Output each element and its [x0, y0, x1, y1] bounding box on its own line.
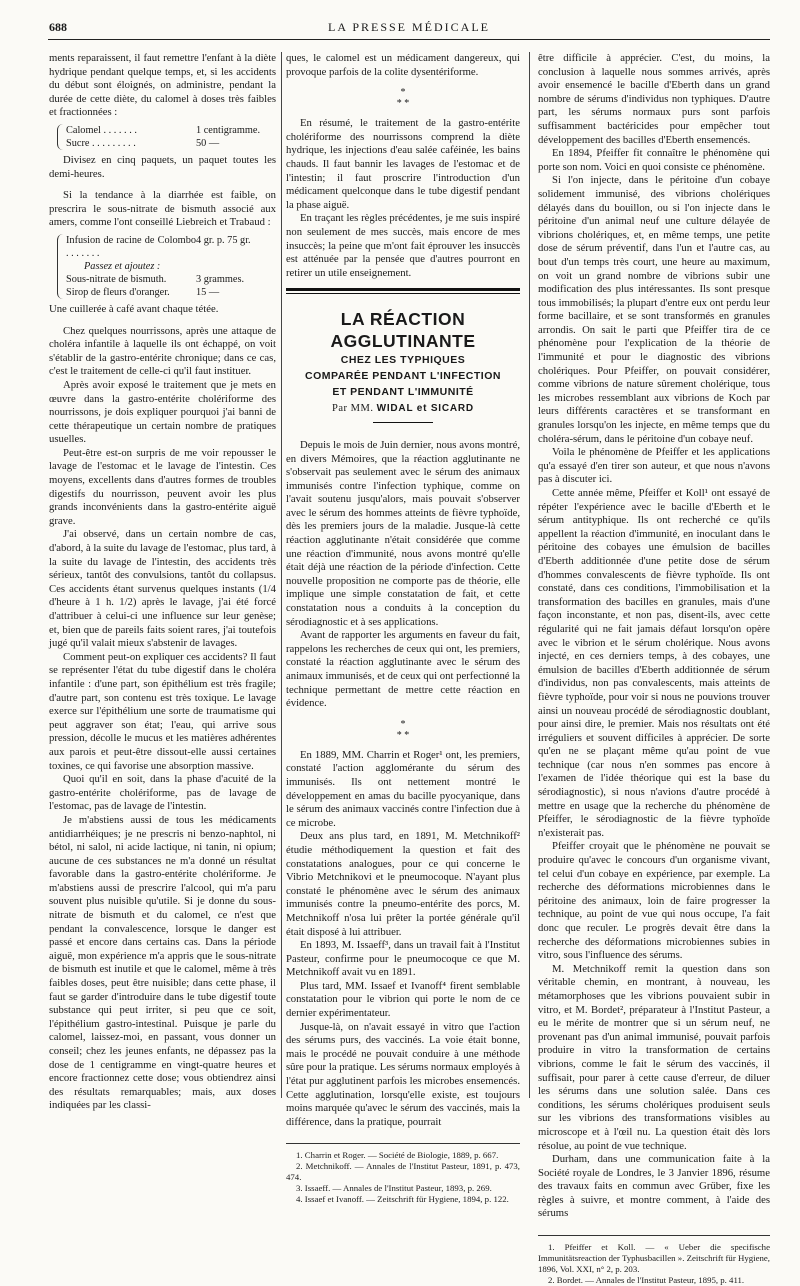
- quantity: 50 —: [196, 137, 220, 149]
- footnotes: [286, 1143, 520, 1205]
- paragraph: Peut-être est-on surpris de me voir repousser le lavage de l'estomac et le lavage de l'intestin. Ces moyens, excellents dans d'autres formes de troubles digestifs du nourrisson, peuvent avoir les plus grands inconvénients dans la gastro-entérite aiguë grave.: [49, 446, 276, 527]
- footnote: 2. Bordet. — Annales de l'Institut Pasteur, 1895, p. 411.: [548, 1275, 745, 1286]
- paragraph: Avant de rapporter les arguments en faveur du fait, rappelons les recherches de ceux qui ont, les premiers, constaté la réaction agglutinante avec le sérum des animaux immunisés, et de ceux qui ont perfectionné la technique permettant de mettre cette réaction en évidence.: [286, 629, 520, 710]
- article-subtitle: CHEZ LES TYPHIQUES: [340, 354, 466, 367]
- footnote: 1. Charrin et Roger. — Société de Biologie, 1889, p. 667.: [296, 1150, 499, 1161]
- paragraph: Comment peut-on expliquer ces accidents? Il faut se représenter l'état du tube digestif dans le choléra infantile : d'une part, son épithélium est très fragile; d'autre part, son contenu est très toxique. Le lavage exerce sur l'épithélium une sorte de traumatisme qui peut aggraver son état; l'eau, qui arrive sous pression, décolle le mucus et les matières adhérentes aux parois et peut-être dissout-elle aussi certaines toxines, ce qui favorise une absorption massive.: [49, 650, 276, 772]
- ingredient: Sous-nitrate de bismuth.: [66, 273, 167, 285]
- paragraph: ments reparaissent, il faut remettre l'enfant à la diète hydrique pendant quelque temps, et, si les accidents du début sont éloignés, on administre, pendant la durée de cette diète, du calomel à doses très faibles et fractionnées :: [49, 52, 276, 119]
- ingredient: Sucre . . . . . . . . .: [66, 137, 136, 149]
- paragraph: En traçant les règles précédentes, je me suis inspiré non seulement de mes succès, mais encore de mes insuccès; la peine que m'ont fait éprouver les insuccès est atténuée par la pensée que d'autres pourront en retirer un utile enseignement.: [286, 212, 520, 279]
- section-rule: [286, 293, 520, 294]
- paragraph: Si la tendance à la diarrhée est faible, on prescrira le sous-nitrate de bismuth associé aux amers, comme l'ont conseillé Liebreich et Trabaud :: [49, 189, 276, 229]
- byline: [286, 402, 520, 416]
- authors: WIDAL et SICARD: [376, 403, 474, 415]
- quantity: 3 grammes.: [196, 273, 245, 285]
- paragraph: En 1893, M. Issaeff³, dans un travail fait à l'Institut Pasteur, confirme pour le pneumocoque ce que M. Metchnikoff avait vu en 1891.: [286, 939, 520, 979]
- paragraph: J'ai observé, dans un certain nombre de cas, d'abord, à la suite du lavage de l'estomac, plus tard, à la suite du lavage de l'intestin, des accidents très sérieux, tantôt des convulsions, tantôt du collapsus. Ces accidents étant survenus quelques instants (1/4 d'heure à 1 h. 1/2) après le lavage, j'ai été forcé d'attribuer à celui-ci une influence sur leur genèse; et, bien que de pareils faits soient rares, j'ai toutefois jugé qu'il valait mieux s'abstenir de lavages.: [49, 528, 276, 650]
- paragraph: En 1889, MM. Charrin et Roger¹ ont, les premiers, constaté l'action agglomérante du sérum des immunisés. Ils ont nettement montré le développement en amas du bacille pyocyanique, dans le sérum des animaux vaccinés contre l'infection due à ce microbe.: [286, 748, 520, 829]
- prescription-line: [66, 137, 276, 150]
- prescription-bismuth: [57, 234, 276, 299]
- header-rule: [48, 39, 770, 40]
- article-subtitle: COMPARÉE PENDANT L'INFECTION: [305, 370, 501, 383]
- prescription-note: Passez et ajoutez :: [84, 260, 161, 272]
- paragraph: En 1894, Pfeiffer fit connaître le phénomène qui porte son nom. Voici en quoi consiste ce phénomène.: [538, 147, 770, 173]
- paragraph: Plus tard, MM. Issaef et Ivanoff⁴ firent semblable constatation pour le vibrion qui porte le nom de ce dernier expérimentateur.: [286, 979, 520, 1020]
- prescription-line: [66, 234, 276, 260]
- page-number: 688: [49, 20, 67, 34]
- footnote: 2. Metchnikoff. — Annales de l'Institut Pasteur, 1891, p. 473, 474.: [286, 1161, 520, 1183]
- footnote: 1. Pfeiffer et Koll. — « Ueber die specifische Immunitätsreaction der Typhusbacillen ». Zeitschrift für Hygiene, 1896, Vol. XXI, n° 2, p. 203.: [538, 1242, 770, 1275]
- footnotes: [538, 1235, 770, 1286]
- journal-title: LA PRESSE MÉDICALE: [327, 20, 490, 34]
- paragraph: Cette année même, Pfeiffer et Koll¹ ont essayé de répéter l'expérience avec le bacille d'Eberth et le sérum antityphique. Ils ont recherché ce qu'ils appellent la réaction d'immunité, en inoculant dans le péritoine des cobayes une émulsion de bacilles d'Eberth additionnée d'une petite dose de sérum d'hommes convalescents de fièvre typhoïde. Ils ont constaté, dans ces conditions, l'immobilisation et la transformation des bacilles en granules, mais d'une façon inconstante, et non pas, disent-ils, avec cette régularité qui ne fait jamais défaut lorsqu'on opère avec le vibrion et le sérum cholérique. Nous avons injecté, en ces derniers temps, à des cobayes, une émulsion de bacilles d'Eberth additionnée de sérum d'individus, non pas convalescents, mais atteints de fièvre typhoïde, pour voir si nous ne pouvions trouver ainsi un nouveau procédé de sérodiagnostic doublant, pour ainsi dire, le premier. Mais nos résultats ont été irréguliers et souvent difficiles à apprécier. De sorte qu'en ne se plaçant même qu'au point de vue technique (car nous n'en sommes pas encore à l'examen de l'idée théorique qui est la base du sérodiagnostic), si nous n'avions d'autre procédé à mettre en usage que la recherche du phénomène de Pfeiffer, le sérodiagnostic de la fièvre typhoïde n'existerait pas.: [538, 487, 770, 839]
- footnote: 4. Issaef et Ivanoff. — Zeitschrift für Hygiene, 1894, p. 122.: [296, 1194, 509, 1205]
- paragraph: Divisez en cinq paquets, un paquet toutes les demi-heures.: [49, 153, 276, 180]
- asterism-ornament: * * *: [396, 718, 410, 741]
- ingredient: Infusion de racine de Colombo . . . . . . .: [66, 234, 196, 259]
- page-header: [49, 20, 769, 38]
- paragraph: Une cuillerée à café avant chaque tétée.: [49, 302, 219, 315]
- section-rule: [286, 288, 520, 291]
- paragraph: M. Metchnikoff remit la question dans son véritable chemin, en montrant, à nouveau, les métamorphoses que les vibrions pouvaient subir in vitro, et M. Bordet², préparateur à l'Institut Pasteur, a eu le mérite de montrer que si un sérum neuf, ne provenant pas d'un animal immunisé, pouvait parfois produire in vitro la transformation de certains vibrions, comme le fait le sérum des vaccinés, il suffisait, pour parer à cette cause d'erreur, de diluer les sérums dans une solution salée. Dans ces conditions, les sérums cholériques produisent seuls sur les vibrions des transformations visibles au microscope et à l'œil nu. La question était dès lors résolue, au point de vue technique.: [538, 962, 770, 1152]
- paragraph: Jusque-là, on n'avait essayé in vitro que l'action des sérums purs, des vaccinés. La voie était bonne, mais le procédé ne pouvait conduire à une méthode sûre pour la pratique. Les sérums normaux employés à l'état pur agglutinent parfois les microbes ensemencés. Cette agglutination, lorsqu'elle existe, est toujours moins marquée qu'avec le sérum des vaccinés, mais la différence, dans la pratique, pourrait: [286, 1020, 520, 1128]
- paragraph: Durham, dans une communication faite à la Société royale de Londres, le 3 Janvier 1896, résume des travaux faits en commun avec Grüber, fixe les règles à suivre, et montre comment, à l'aide des sérums: [538, 1153, 770, 1220]
- paragraph: Depuis le mois de Juin dernier, nous avons montré, en divers Mémoires, que la réaction agglutinante ne s'observait pas seulement avec le sérum des animaux immunisés contre l'infection typhique, comme on l'avait soutenu jusqu'alors, mais pouvait s'observer avec le sérum des hommes atteints de fièvre typhoïde, dès les premiers jours de la maladie. Jusque-là cette réaction agglutinante n'était considérée que comme une réaction d'immunité, nous avons montré qu'elle était déjà une réaction de la période d'infection. Cette nouvelle proposition ne comporte pas de théorie, elle implique une simple constatation de fait, et cette constatation nous a conduits à la conception du sérodiagnostic et à ses applications.: [286, 438, 520, 628]
- ingredient: Sirop de fleurs d'oranger.: [66, 286, 170, 298]
- paragraph: Pfeiffer croyait que le phénomène ne pouvait se produire qu'avec le concours d'un organisme vivant, tel celui d'un cobaye en expérience, par exemple. La recherche des déformations microbiennes dans le péritoine des animaux, loin de faire progresser la technique, au point de vue qui nous occupe, l'a fait donc que reculer. Le progrès devait être dans la recherche des déformations microbiennes subies in vitro, sous l'influence des sérums.: [538, 840, 770, 962]
- footnote: 3. Issaeff. — Annales de l'Institut Pasteur, 1893, p. 269.: [296, 1183, 492, 1194]
- column-1: [49, 52, 276, 1112]
- paragraph: En résumé, le traitement de la gastro-entérite cholériforme des nourrissons comprend la diète hydrique, les injections d'eau salée caféinée, les bains chauds. Il faut bannir les lavages de l'estomac et de l'intestin; il faut proscrire l'introduction d'un médicament quelconque dans le tube digestif pendant la phase aiguë.: [286, 117, 520, 211]
- paragraph: Voila le phénomène de Pfeiffer et les applications qu'a essayé d'en tirer son auteur, et que nous n'avons pas à discuter ici.: [538, 446, 770, 486]
- quantity: 1 centigramme.: [196, 124, 261, 136]
- byline-prefix: Par MM.: [332, 403, 374, 415]
- article-subtitle: ET PENDANT L'IMMUNITÉ: [332, 386, 474, 399]
- paragraph: Chez quelques nourrissons, après une attaque de choléra infantile à laquelle ils ont échappé, on voit s'établir de la gastro-entérite chronique; dans ce cas, c'est le traitement de celle-ci qu'il faut instituer.: [49, 324, 276, 378]
- paragraph: être difficile à apprécier. C'est, du moins, la conclusion à laquelle nous sommes arrivés, après avoir ensemencé le bacille d'Eberth dans un grand nombre de sérums d'individus non typhiques. D'autre part, les sérums normaux purs sont parfois suffisamment bactéricides pour empêcher tout développement des bacilles d'Eberth ensemencés.: [538, 52, 770, 146]
- paragraph: Deux ans plus tard, en 1891, M. Metchnikoff² étudie méthodiquement la question et fait des constatations analogues, pour ce qui concerne le Vibrio Metchnikovi et le pneumocoque. N'ayant plus constaté le phénomène avec le sérum des animaux immunisés contre la pneumo-entérite des porcs, M. Metchnikoff n'osa lui prêter la portée générale qu'il était disposé à lui attribuer.: [286, 830, 520, 938]
- column-3: [538, 52, 770, 1286]
- prescription-line: [66, 273, 276, 286]
- paragraph: Si l'on injecte, dans le péritoine d'un cobaye solidement immunisé, des vibrions cholériques délayés dans du bouillon, ou si l'on injecte dans le péritoine d'un animal neuf une culture délayée de vibrions cholériques, et, en même temps, une petite dose de sérum préventif, dans l'un et l'autre cas, au bout d'un temps très court, une heure au maximum, on voit un grand nombre de vibrions subir une modification des plus intéressantes. Ils sont presque tous immobilisés; la plupart d'entre eux ont perdu leur forme bacillaire, et se sont transformés en granules arrondis. On sait le parti que Pfeiffer tira de ce phénomène pour l'explication de la théorie de l'immunité et pour le diagnostic des vibrions cholériques. Pour Pfeiffer, on pouvait considérer, comme vibrions de nature sûrement cholérique, tous les microbes ressemblant aux vibrions de Koch par leurs différents caractères et se transformant en granules lorsqu'on les injecte, en même temps que du choléra-sérum, dans le péritoine d'un cobaye neuf.: [538, 174, 770, 445]
- paragraph: Je m'abstiens aussi de tous les médicaments antidiarrhéiques; je ne prescris ni benzo-naphtol, ni bétol, ni salol, ni acide lactique, ni tanin, ni opium; aucune de ces substances ne m'a donné un résultat favorable dans la gastro-entérite cholériforme. Je m'abstiens aussi de prescrire l'alcool, qui m'a paru souvent plus nuisible qu'utile. Si je donne du sous-nitrate de bismuth et du calomel, ce n'est que pendant la convalescence, lorsque le danger est passé et encore dans certains cas. Dans la période aiguë, mon expérience m'a appris que le sous-nitrate de bismuth est inutile et que le calomel, même à très faibles doses, peut être nuisible; dans cette phase, il faut se garder d'introduire dans le tube digestif toute substance qui peut irriter, si peu que ce soit, l'épithélium gastro-intestinal. Puisque je parle du calomel, laissez-moi, en passant, vous donner un conseil; chez les jeunes enfants, ne dépassez pas la dose de 1 centigramme en vingt-quatre heures et encore fractionnez cette dose; vous obtiendrez ainsi des résultats remarquables; mais, aux doses indiquées par les classi-: [49, 813, 276, 1112]
- quantity: 4 gr. p. 75 gr.: [196, 234, 251, 246]
- prescription-calomel: [57, 124, 276, 150]
- column-2: [286, 52, 520, 1205]
- article-title: LA RÉACTION AGGLUTINANTE: [330, 309, 476, 352]
- column-divider: [281, 52, 282, 1098]
- ingredient: Calomel . . . . . . .: [66, 124, 137, 136]
- quantity: 15 —: [196, 286, 220, 298]
- prescription-line: [66, 286, 276, 299]
- asterism-ornament: * * *: [396, 87, 410, 110]
- title-rule: [373, 422, 433, 423]
- column-divider: [529, 52, 530, 1098]
- paragraph: Après avoir exposé le traitement que je mets en œuvre dans la gastro-entérite cholériforme des nourrissons, je dois expliquer pourquoi j'ai banni de cette thérapeutique un certain nombre de pratiques usuelles.: [49, 378, 276, 446]
- prescription-line: [66, 124, 276, 137]
- paragraph: ques, le calomel est un médicament dangereux, qui provoque parfois de la colite dysentériforme.: [286, 52, 520, 78]
- paragraph: Quoi qu'il en soit, dans la phase d'acuité de la gastro-entérite cholériforme, pas de lavage de l'estomac, pas de lavage de l'intestin.: [49, 773, 276, 813]
